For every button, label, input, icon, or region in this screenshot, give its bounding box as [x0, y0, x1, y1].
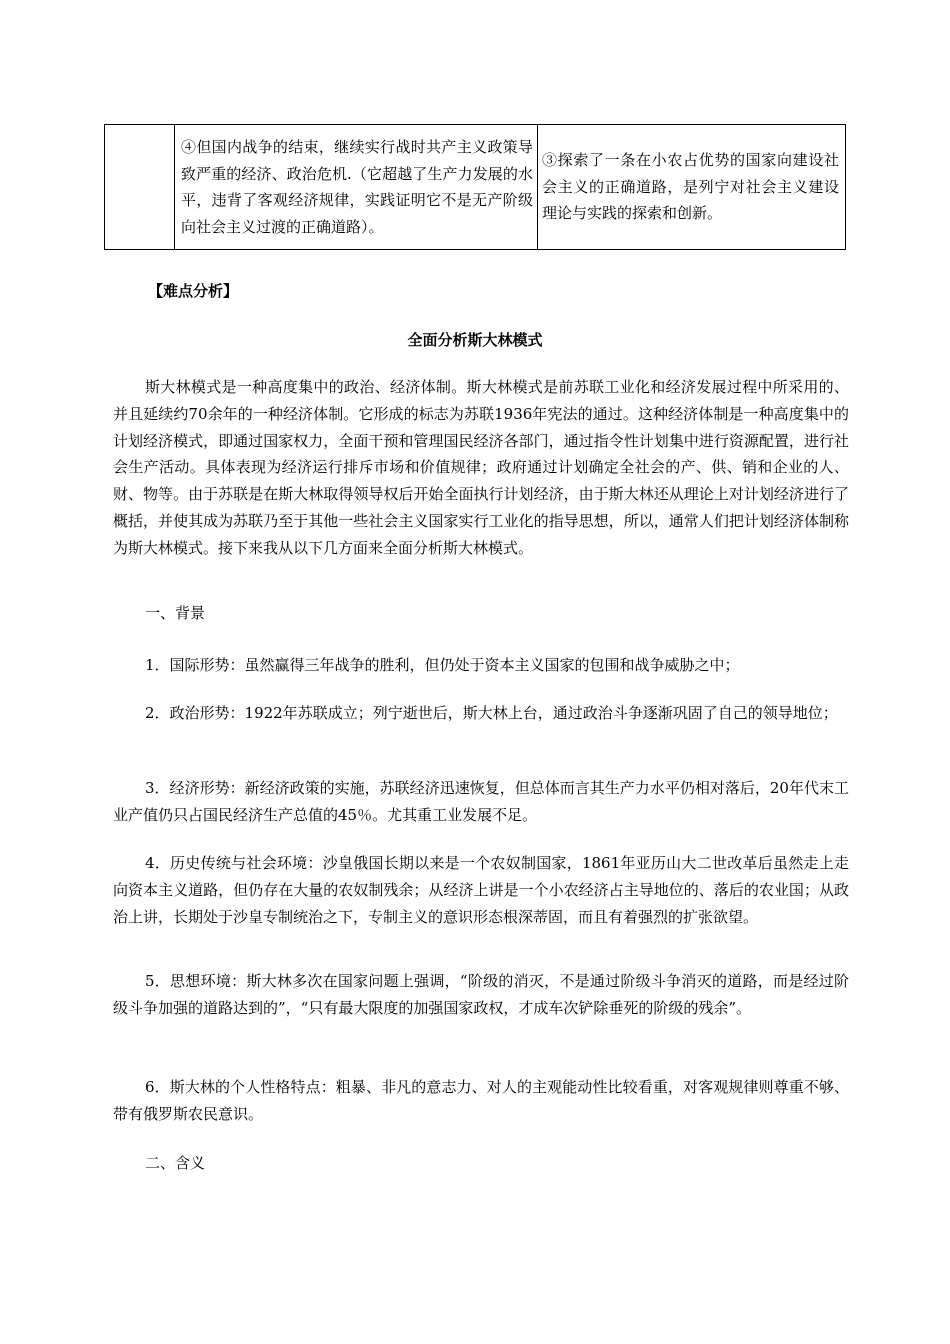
article-title: 全面分析斯大林模式: [407, 331, 543, 349]
table-cell-right: [538, 125, 846, 250]
section-heading: 【难点分析】: [148, 282, 239, 300]
paragraph-2: 2．政治形势：1922年苏联成立；列宁逝世后，斯大林上台，通过政治斗争逐渐巩固了自己的领导地位；: [145, 704, 838, 722]
paragraph-6: 6．斯大林的个人性格特点：粗暴、非凡的意志力、对人的主观能动性比较看重，对客观规律则尊重不够、带有俄罗斯农民意识。: [113, 1078, 849, 1123]
paragraph-4: 4．历史传统与社会环境：沙皇俄国长期以来是一个农奴制国家，1861年亚历山大二世改革后虽然走上走向资本主义道路，但仍存在大量的农奴制残余；从经济上讲是一个小农经济占主导地位的、落后的农业国；从政治上讲，长期处于沙皇专制统治之下，专制主义的意识形态根深蒂固，而且有着强烈的扩张欲望。: [113, 854, 849, 926]
table-cell-text: ④但国内战争的结束，继续实行战时共产主义政策导致严重的经济、政治危机.（它超越了生产力发展的水平，违背了客观经济规律，实践证明它不是无产阶级向社会主义过渡的正确道路）。: [181, 138, 533, 236]
table-cell-middle: [175, 125, 538, 250]
paragraph-1: 1．国际形势：虽然赢得三年战争的胜利，但仍处于资本主义国家的包围和战争威胁之中；: [145, 656, 740, 674]
paragraph-3: 3．经济形势：新经济政策的实施，苏联经济迅速恢复，但总体而言其生产力水平仍相对落后，20年代末工业产值仍只占国民经济生产总值的45％。尤其重工业发展不足。: [113, 779, 849, 824]
section-heading-background: 一、背景: [145, 604, 206, 622]
intro-paragraph: 斯大林模式是一种高度集中的政治、经济体制。斯大林模式是前苏联工业化和经济发展过程中所采用的、并且延续约70余年的一种经济体制。它形成的标志为苏联1936年宪法的通过。这种经济体制是一种高度集中的计划经济模式，即通过国家权力，全面干预和管理国民经济各部门，通过指令性计划集中进行资源配置，进行社会生产活动。具体表现为经济运行排斥市场和价值规律；政府通过计划确定全社会的产、供、销和企业的人、财、物等。由于苏联是在斯大林取得领导权后开始全面执行计划经济，由于斯大林还从理论上对计划经济进行了概括，并使其成为苏联乃至于其他一些社会主义国家实行工业化的指导思想，所以，通常人们把计划经济体制称为斯大林模式。接下来我从以下几方面来全面分析斯大林模式。: [113, 378, 849, 557]
comparison-table: [104, 124, 846, 250]
paragraph-5: 5．思想环境：斯大林多次在国家问题上强调，“阶级的消灭，不是通过阶级斗争消灭的道路，而是经过阶级斗争加强的道路达到的”，“只有最大限度的加强国家政权，才成车次铲除垂死的阶级的残余”。: [113, 972, 849, 1017]
table-cell-empty: [105, 125, 175, 250]
table-cell-text: ③探索了一条在小农占优势的国家向建设社会主义的正确道路，是列宁对社会主义建设理论与实践的探索和创新。: [542, 151, 839, 223]
section-heading-meaning: 二、含义: [145, 1154, 206, 1172]
table-row: [105, 125, 846, 250]
